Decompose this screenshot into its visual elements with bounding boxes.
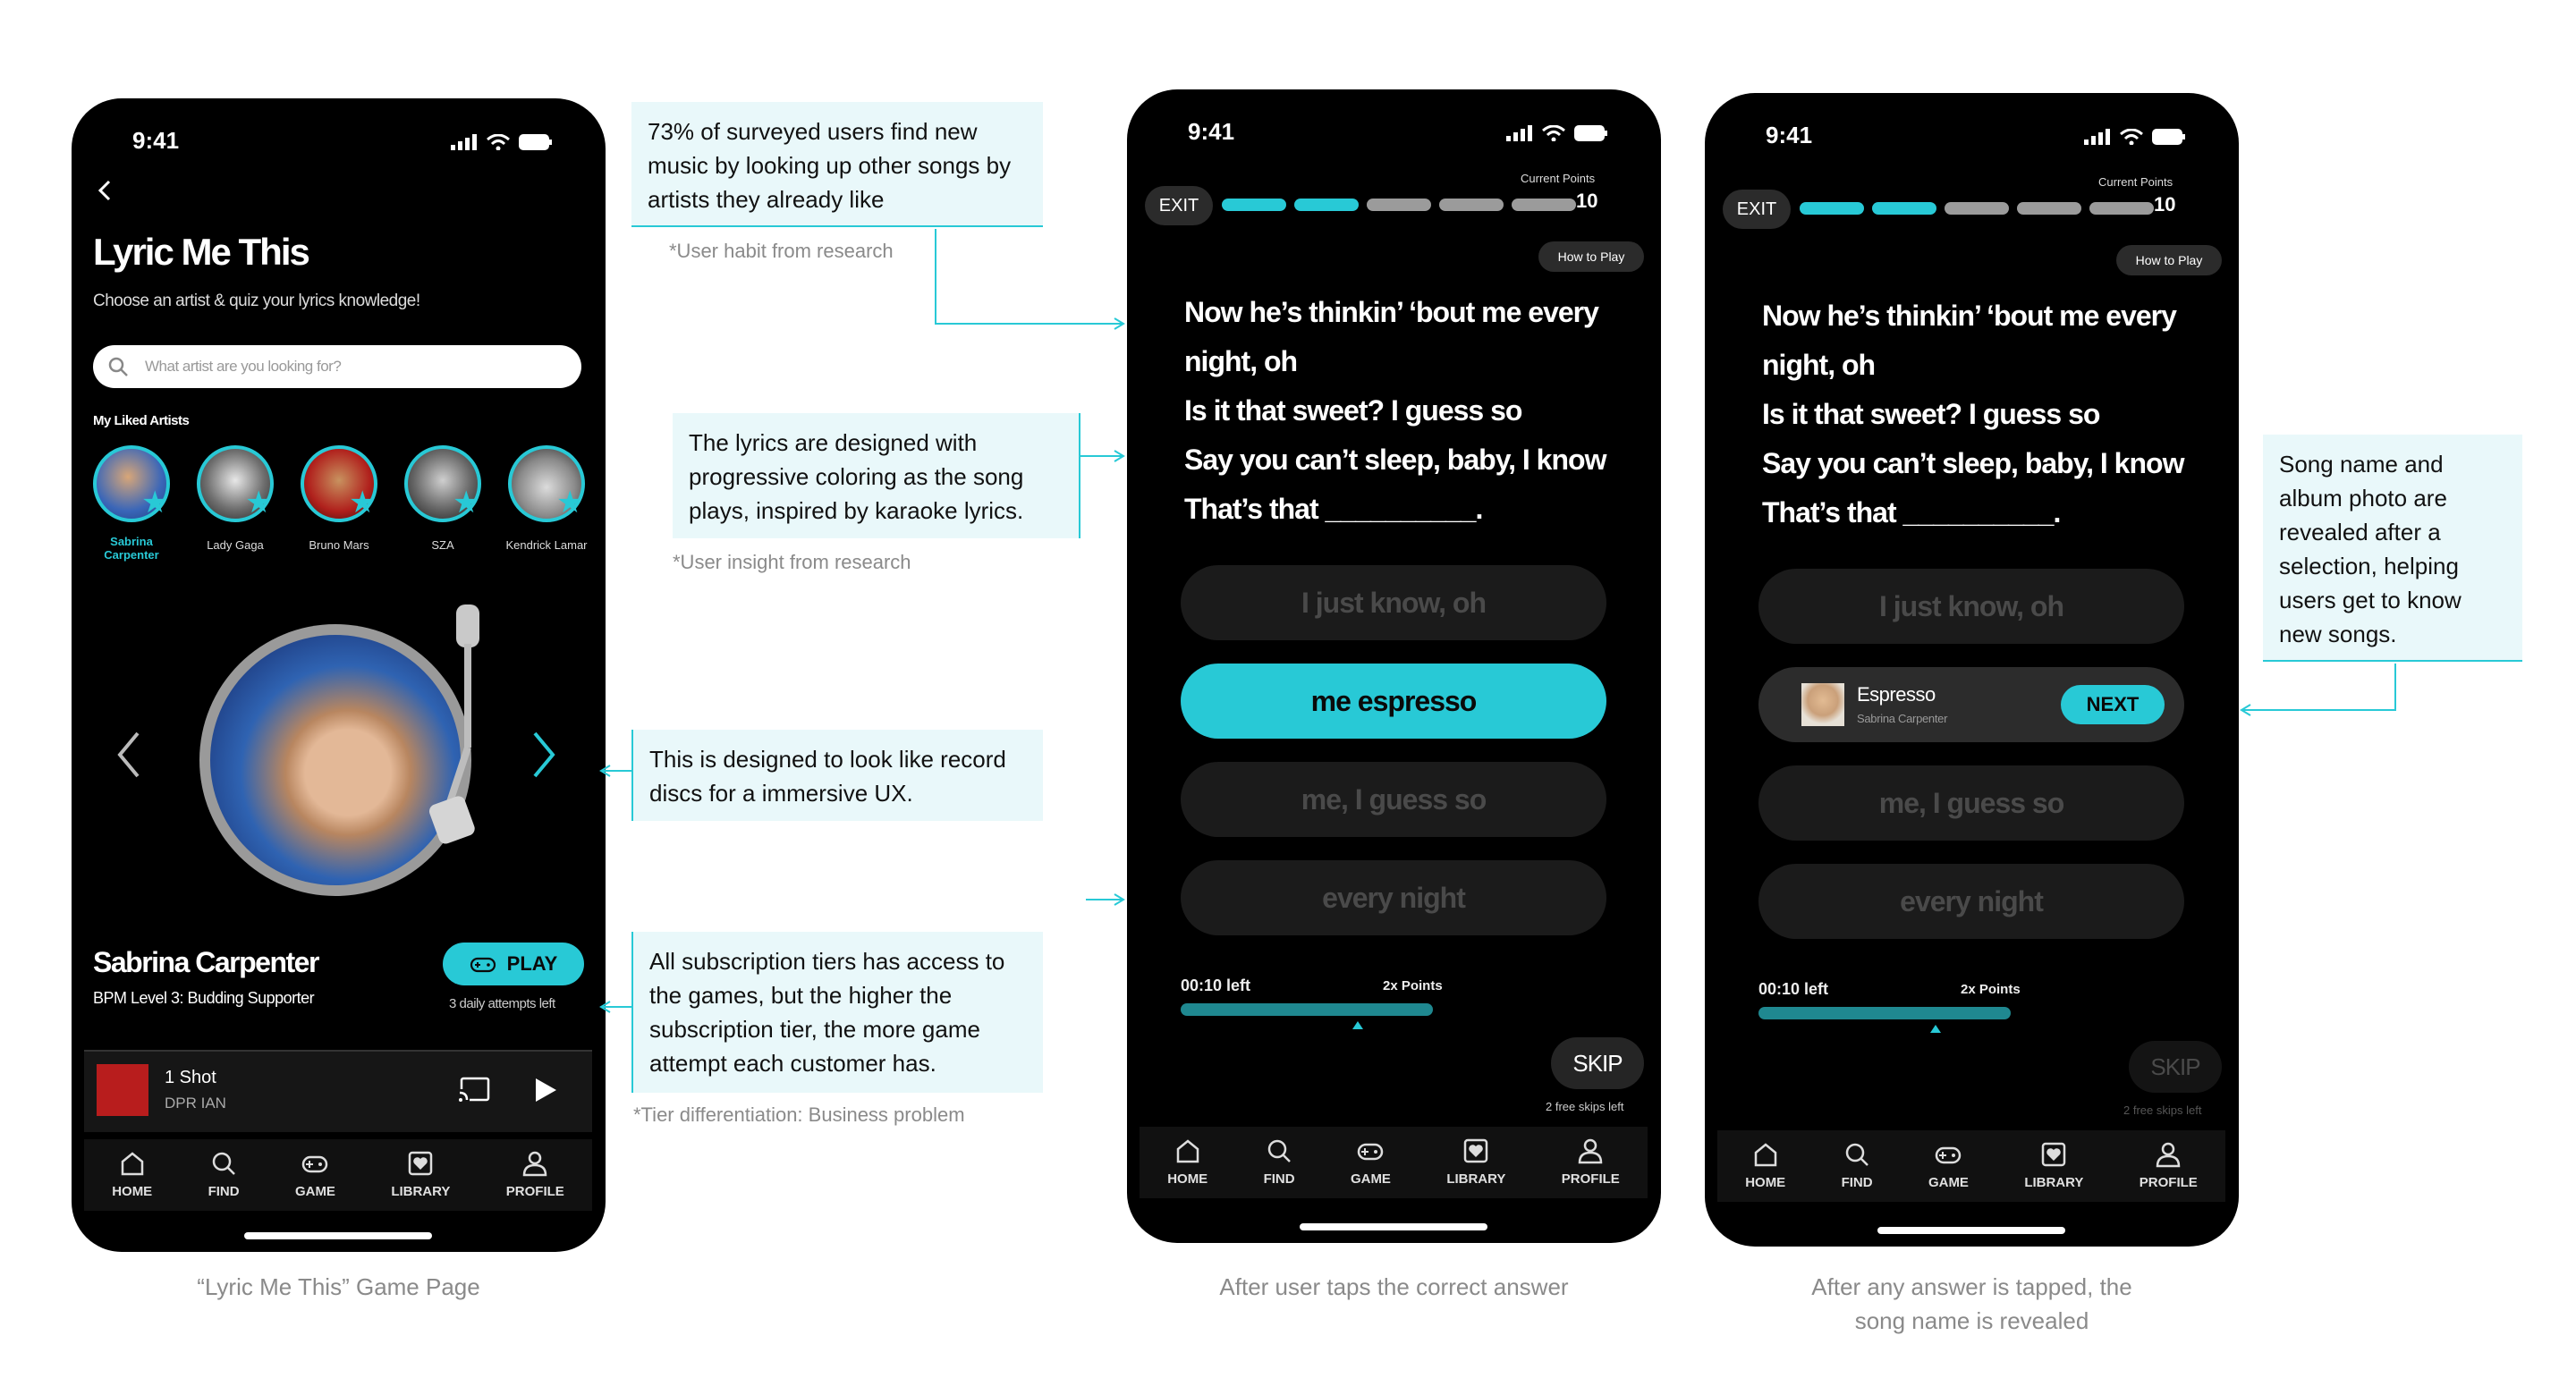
gamepad-icon [1357,1137,1384,1164]
nav-label: LIBRARY [2024,1175,2084,1190]
nav-find[interactable] [1264,1127,1295,1187]
cast-icon[interactable] [458,1077,490,1103]
nav-label: FIND [1841,1175,1873,1190]
gamepad-icon [1935,1141,1962,1168]
answer-option[interactable]: me, I guess so [1181,762,1606,837]
nav-label: LIBRARY [1446,1171,1506,1187]
play-button[interactable] [443,943,584,985]
profile-icon [2155,1141,2182,1168]
skip-button[interactable] [2129,1041,2222,1093]
home-icon [1174,1137,1201,1164]
caption-correct-answer: After user taps the correct answer [1219,1273,1569,1300]
chevron-right-icon[interactable] [531,730,558,780]
library-icon [2040,1141,2067,1168]
star-icon: ★ [556,486,584,520]
nav-game[interactable] [1928,1130,1969,1190]
answer-option[interactable]: I just know, oh [1181,565,1606,640]
featured-artist-name: Sabrina Carpenter [93,946,318,978]
status-time: 9:41 [1188,118,1235,145]
note-song-reveal: Song name and album photo are revealed after a selection, helping users get to know new songs. [2263,435,2522,662]
home-indicator [1877,1227,2065,1234]
points-value: 10 [1576,190,1598,212]
timer-marker-icon [1930,1025,1941,1033]
progress-segments [1800,202,2154,215]
nav-home[interactable] [1167,1127,1208,1187]
star-icon: ★ [245,486,273,520]
tonearm-icon [429,604,501,846]
song-artist: Sabrina Carpenter [1857,712,1948,725]
lyric-line: That’s that __________. [1184,493,1483,525]
exit-button[interactable]: EXIT [1723,190,1791,229]
timer-bar [1758,1007,2011,1019]
search-icon [210,1150,237,1177]
tier-label: BPM Level 3: Budding Supporter [93,989,315,1007]
signal-icon [451,134,478,150]
answer-option[interactable]: I just know, oh [1758,569,2184,644]
skips-left-label: 2 free skips left [2123,1103,2202,1117]
bottom-nav [1717,1130,2225,1202]
note-subscription-tiers: All subscription tiers has access to the games, but the higher the subscription tier, the more game attempt each customer has. [631,932,1043,1093]
bottom-nav [1140,1127,1648,1198]
answer-option[interactable]: me, I guess so [1758,765,2184,841]
timer-marker-icon [1352,1021,1363,1029]
attempts-label: 3 daily attempts left [449,996,555,1011]
nav-home[interactable] [112,1139,152,1199]
nav-profile[interactable] [1562,1127,1620,1187]
next-label: NEXT [2086,693,2140,715]
nav-find[interactable] [208,1139,240,1199]
status-time: 9:41 [1766,122,1813,148]
star-icon: ★ [141,486,169,520]
how-to-play-button[interactable]: How to Play [1538,241,1644,272]
artist-name: SZA [431,538,454,552]
liked-artists-label: My Liked Artists [93,413,190,428]
star-icon: ★ [453,486,480,520]
nav-label: HOME [112,1184,153,1199]
play-label: PLAY [506,952,558,975]
page-title: Lyric Me This [93,231,309,273]
lyric-line: Say you can’t sleep, baby, I know [1762,447,2184,479]
bottom-nav [84,1139,592,1211]
wifi-icon [1542,125,1565,141]
gamepad-icon [301,1150,328,1177]
play-icon[interactable] [533,1077,558,1103]
skip-button[interactable] [1551,1037,1644,1089]
nav-label: PROFILE [1561,1171,1620,1187]
mini-player-artist: DPR IAN [165,1095,226,1112]
timer-label: 00:10 left [1181,976,1251,994]
phone-game-page [72,98,606,1252]
progress-segments [1222,199,1576,211]
nav-label: GAME [294,1184,335,1199]
lyric-line: Now he’s thinkin’ ‘bout me every [1184,296,1598,328]
nav-profile[interactable] [2140,1130,2198,1190]
nav-label: LIBRARY [391,1184,451,1199]
nav-game[interactable] [295,1139,335,1199]
multiplier-label: 2x Points [1383,978,1443,993]
multiplier-label: 2x Points [1961,982,2021,997]
points-label: Current Points [1521,172,1596,185]
nav-library[interactable] [391,1139,450,1199]
star-icon: ★ [349,486,377,520]
album-art [210,635,461,885]
phone-song-revealed [1705,93,2239,1247]
home-indicator [1300,1223,1487,1230]
mini-player-art [97,1064,148,1116]
nav-library[interactable] [1446,1127,1505,1187]
artist-name: Bruno Mars [309,538,369,552]
song-album-art [1801,683,1844,726]
nav-find[interactable] [1842,1130,1873,1190]
battery-icon [1574,125,1608,141]
profile-icon [521,1150,548,1177]
nav-label: HOME [1745,1175,1786,1190]
note-subscription-tiers-source: *Tier differentiation: Business problem [633,1103,965,1126]
wifi-icon [2120,129,2143,145]
page-subtitle: Choose an artist & quiz your lyrics knowledge! [93,292,420,310]
chevron-left-icon[interactable] [114,730,141,780]
status-icons [1506,125,1608,141]
note-user-habit: 73% of surveyed users find new music by looking up other songs by artists they already like [631,102,1043,227]
gamepad-icon [470,954,496,974]
mini-player-title: 1 Shot [165,1068,216,1087]
battery-icon [2152,129,2186,145]
lyric-line: Now he’s thinkin’ ‘bout me every [1762,300,2176,332]
signal-icon [1506,125,1533,141]
next-button[interactable] [2061,685,2165,724]
wifi-icon [487,134,510,150]
search-placeholder: What artist are you looking for? [145,358,342,375]
lyric-line: Is it that sweet? I guess so [1762,398,2100,430]
caption-game-page: “Lyric Me This” Game Page [197,1273,480,1300]
search-icon [107,356,129,377]
nav-label: HOME [1167,1171,1208,1187]
status-icons [451,134,553,150]
nav-game[interactable] [1351,1127,1391,1187]
lyric-line: Is it that sweet? I guess so [1184,394,1522,427]
artist-name: Sabrina Carpenter [104,535,159,562]
mini-player[interactable] [84,1050,592,1132]
exit-button[interactable]: EXIT [1145,186,1213,225]
search-input[interactable] [93,345,581,388]
caption-song-revealed-line2: song name is revealed [1854,1307,2089,1334]
status-time: 9:41 [132,127,180,154]
artist-name: Kendrick Lamar [505,538,588,552]
library-icon [1462,1137,1489,1164]
home-icon [119,1150,146,1177]
skip-label: SKIP [1572,1049,1623,1077]
profile-icon [1577,1137,1604,1164]
answer-option[interactable]: every night [1758,864,2184,939]
skips-left-label: 2 free skips left [1546,1100,1624,1113]
status-icons [2084,129,2186,145]
lyric-line: night, oh [1184,345,1298,377]
song-title: Espresso [1857,683,1936,706]
answer-option-correct[interactable]: me espresso [1181,664,1606,739]
back-icon[interactable] [93,177,120,204]
nav-label: FIND [208,1184,240,1199]
how-to-play-button[interactable]: How to Play [2116,245,2222,275]
phone-correct-answer [1127,89,1661,1243]
library-icon [407,1150,434,1177]
points-value: 10 [2154,193,2176,216]
search-icon [1843,1141,1870,1168]
nav-label: PROFILE [2139,1175,2198,1190]
search-icon [1266,1137,1292,1164]
home-indicator [244,1232,432,1239]
nav-profile[interactable] [506,1139,564,1199]
home-icon [1752,1141,1779,1168]
battery-icon [519,134,553,150]
answer-option[interactable]: every night [1181,860,1606,935]
note-user-habit-source: *User habit from research [669,240,894,262]
nav-library[interactable] [2024,1130,2083,1190]
note-record-disc: This is designed to look like record discs for a immersive UX. [631,730,1043,821]
lyric-line: Say you can’t sleep, baby, I know [1184,444,1606,476]
timer-bar [1181,1003,1433,1016]
note-lyrics-coloring-source: *User insight from research [673,551,911,573]
signal-icon [2084,129,2111,145]
note-lyrics-coloring: The lyrics are designed with progressive coloring as the song plays, inspired by karaoke lyrics. [673,413,1080,538]
lyric-line: That’s that __________. [1762,496,2061,528]
skip-label: SKIP [2150,1053,2200,1080]
timer-label: 00:10 left [1758,980,1829,998]
lyric-line: night, oh [1762,349,1876,381]
nav-home[interactable] [1745,1130,1785,1190]
artist-name: Lady Gaga [207,538,264,552]
nav-label: PROFILE [505,1184,564,1199]
caption-song-revealed-line1: After any answer is tapped, the [1811,1273,2132,1300]
song-reveal-card[interactable] [1758,667,2184,742]
nav-label: GAME [1928,1175,1969,1190]
points-label: Current Points [2098,175,2174,189]
nav-label: FIND [1263,1171,1295,1187]
nav-label: GAME [1350,1171,1391,1187]
